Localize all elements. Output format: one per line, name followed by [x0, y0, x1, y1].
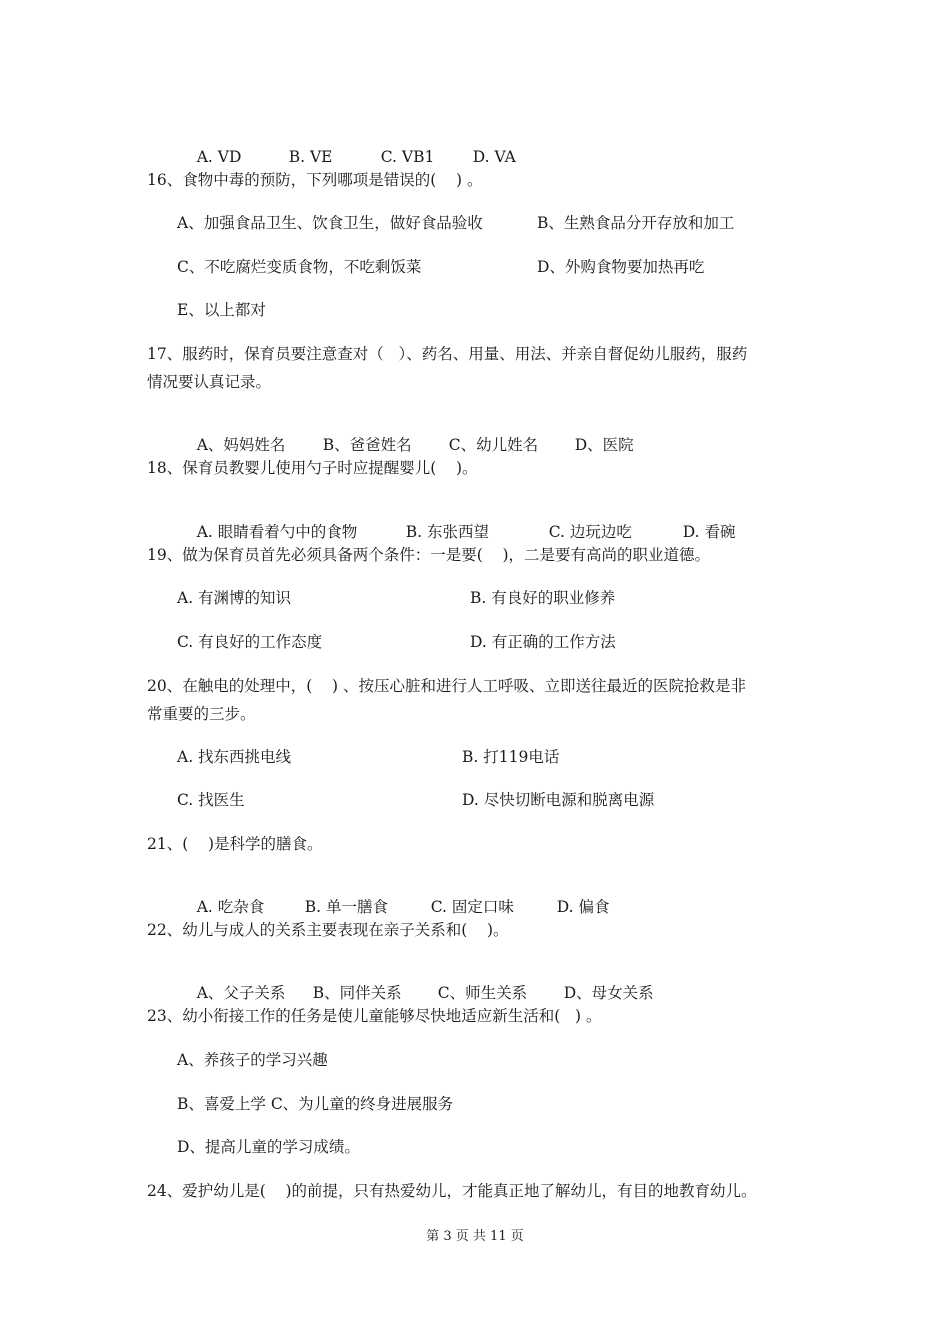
- q17-option-c: C、幼儿姓名: [448, 436, 539, 454]
- q23-option-d: D、提高儿童的学习成绩。: [177, 1138, 360, 1156]
- q18-option-c: C. 边玩边吃: [548, 523, 632, 541]
- q16-option-c: C、不吃腐烂变质食物，不吃剩饭菜: [177, 258, 422, 276]
- q16-stem: 16、食物中毒的预防，下列哪项是错误的( ) 。: [147, 171, 483, 189]
- q21-stem: 21、( )是科学的膳食。: [147, 835, 323, 853]
- q22-option-a: A、父子关系: [196, 984, 286, 1002]
- q16-option-b: B、生熟食品分开存放和加工: [537, 214, 735, 232]
- q16-option-a: A、加强食品卫生、饮食卫生，做好食品验收: [177, 214, 483, 232]
- q18-option-b: B. 东张西望: [405, 523, 489, 541]
- q19-option-b: B. 有良好的职业修养: [470, 589, 616, 607]
- q23-option-a: A、养孩子的学习兴趣: [177, 1051, 328, 1069]
- q20-stem-line2: 常重要的三步。: [147, 705, 256, 723]
- q17-option-b: B、爸爸姓名: [322, 436, 412, 454]
- q18-option-a: A. 眼睛看着勺中的食物: [196, 523, 358, 541]
- q19-stem: 19、做为保育员首先必须具备两个条件：一是要( )，二是要有高尚的职业道德。: [147, 546, 711, 564]
- q23-stem: 23、幼小衔接工作的任务是使儿童能够尽快地适应新生活和( ) 。: [147, 1007, 602, 1025]
- q24-stem: 24、爱护幼儿是( )的前提，只有热爱幼儿，才能真正地了解幼儿，有目的地教育幼儿。: [147, 1182, 757, 1200]
- q17-stem-line1: 17、服药时，保育员要注意查对（ ）、药名、用量、用法、并亲自督促幼儿服药，服药: [147, 345, 748, 363]
- q21-option-c: C. 固定口味: [430, 898, 514, 916]
- q15-option-c: C. VB1: [380, 148, 435, 166]
- q15-option-b: B. VE: [288, 148, 333, 166]
- q22-option-c: C、师生关系: [437, 984, 528, 1002]
- q17-option-a: A、妈妈姓名: [196, 436, 286, 454]
- q23-option-bc: B、喜爱上学 C、为儿童的终身进展服务: [177, 1095, 454, 1113]
- q17-option-d: D、医院: [574, 436, 634, 454]
- page-number-footer: 第 3 页 共 11 页: [426, 1229, 524, 1244]
- q20-option-b: B. 打119电话: [462, 748, 560, 766]
- q16-option-d: D、外购食物要加热再吃: [537, 258, 705, 276]
- q19-option-c: C. 有良好的工作态度: [177, 633, 323, 651]
- q21-option-a: A. 吃杂食: [196, 898, 265, 916]
- q20-option-d: D. 尽快切断电源和脱离电源: [462, 791, 655, 809]
- q22-option-b: B、同伴关系: [312, 984, 402, 1002]
- q17-stem-line2: 情况要认真记录。: [147, 373, 272, 391]
- q21-option-b: B. 单一膳食: [304, 898, 388, 916]
- q21-option-d: D. 偏食: [556, 898, 610, 916]
- q22-option-d: D、母女关系: [563, 984, 654, 1002]
- q20-stem-line1: 20、在触电的处理中，( ) 、按压心脏和进行人工呼吸、立即送往最近的医院抢救是非: [147, 677, 746, 695]
- q22-stem: 22、幼儿与成人的关系主要表现在亲子关系和( )。: [147, 921, 509, 939]
- q20-option-c: C. 找医生: [177, 791, 245, 809]
- q18-stem: 18、保育员教婴儿使用勺子时应提醒婴儿( )。: [147, 459, 478, 477]
- q20-option-a: A. 找东西挑电线: [177, 748, 292, 766]
- q19-option-a: A. 有渊博的知识: [177, 589, 292, 607]
- q16-option-e: E、以上都对: [177, 301, 266, 319]
- q15-option-a: A. VD: [196, 148, 242, 166]
- q18-option-d: D. 看碗: [682, 523, 736, 541]
- q19-option-d: D. 有正确的工作方法: [470, 633, 616, 651]
- q15-option-d: D. VA: [472, 148, 516, 166]
